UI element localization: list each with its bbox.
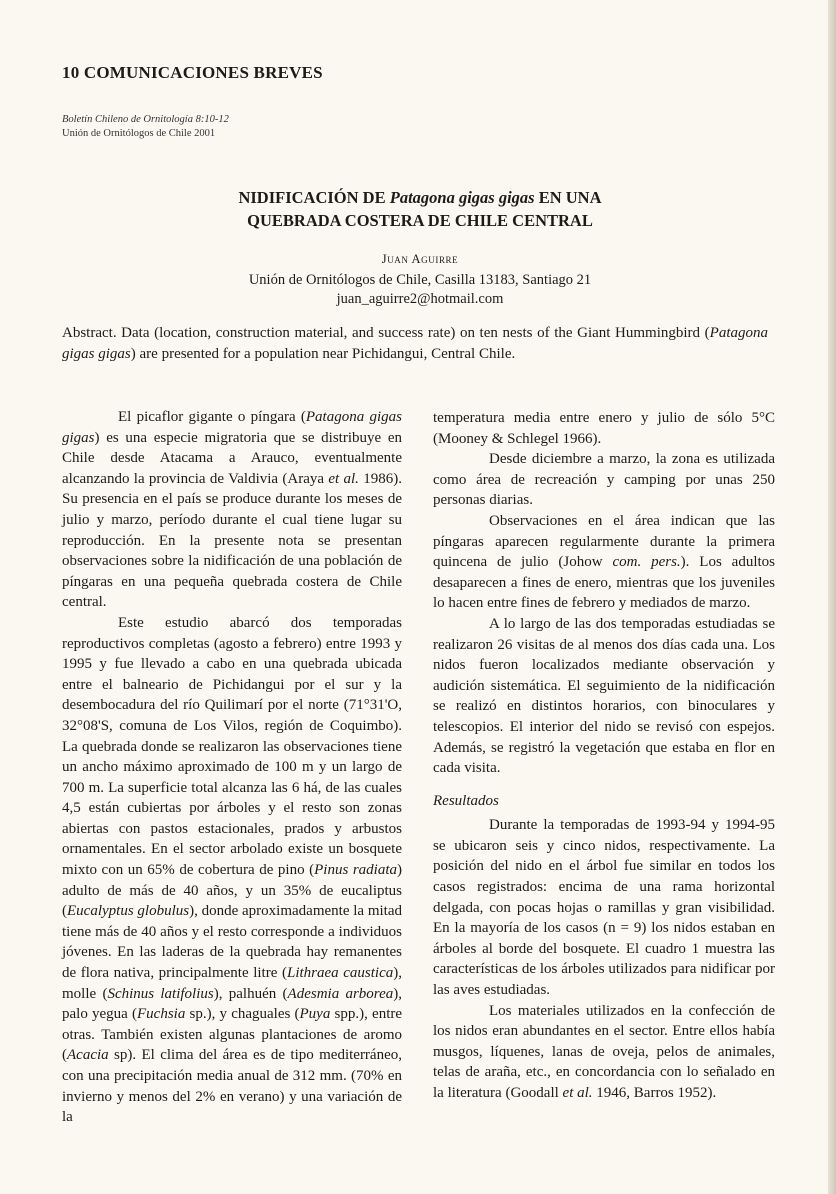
abstract-text-end: ) are presented for a population near Pichidangui, Central Chile. <box>130 346 516 362</box>
paragraph-study-area: Este estudio abarcó dos temporadas reproductivos completas (agosto a febrero) entre 1993 y 1995 y fue llevado a cabo en una quebrada ubicada entre el balneario de Pichidangui por el sur y la desembocadura del río Quilimarí por el norte (71°31'O, 32°08'S, comuna de Los Vilos, región de Coquimbo). La quebrada donde se realizaron las observaciones tiene un ancho máximo aproximado de 100 m y un largo de 700 m. La superficie total alcanza las 6 há, de las cuales 4,5 están cubiertas por árboles y el resto son zonas abiertas con pastos estacionales, prados y arbustos ornamentales. En el sector arbolado existe un bosquete mixto con un 65% de cobertura de pino (Pinus radiata) adulto de más de 40 años, y un 35% de eucaliptus (Eucalyptus globulus), donde aproximadamente la mitad tiene más de 40 años y el resto corresponde a individuos jóvenes. En las laderas de la quebrada hay remanentes de flora nativa, principalmente litre (Lithraea caustica), molle (Schinus latifolius), palhuén (Adesmia arborea), palo yegua (Fuchsia sp.), y chaguales (Puya spp.), entre otras. También existen algunas plantaciones de aromo (Acacia sp). El clima del área es de tipo mediterráneo, con una precipitación media anual de 312 mm. (70% en invierno y menos del 2% en verano) y una variación de la <box>62 614 403 1126</box>
author-email: juan_aguirre2@hotmail.com <box>336 291 504 307</box>
paragraph-results: Durante la temporadas de 1993-94 y 1994-95 se ubicaron seis y cinco nidos, respectivamente. La posición del nido en el árbol fue similar en todos los casos registrados: encima de una rama horizontal delgada, con pocas hojas o ramillas y gran visibilidad. En la mayoría de los casos (n = 9) los nidos estaban en árboles al borde del bosquete. El cuadro 1 muestra las características de los árboles utilizados para nidificar por las aves estudiadas. <box>433 817 775 999</box>
abstract-species: Patagona gigas gigas <box>62 325 768 362</box>
page-edge <box>828 0 836 1194</box>
section-heading-results: Resultados <box>433 792 499 809</box>
journal-citation: Boletín Chileno de Ornitología 8:10-12 <box>62 114 229 125</box>
running-head: 10 COMUNICACIONES BREVES <box>62 63 323 82</box>
paragraph-intro: El picaflor gigante o píngara (Patagona gigas gigas) es una especie migratoria que se distribuye en Chile desde Atacama a Arauco, eventualmente alcanzando la provincia de Valdivia (Araya et al. 1986). Su presencia en el país se produce durante los meses de julio y marzo, período durante el cual tiene lugar su reproducción. En la presente nota se presentan observaciones sobre la nidificación de una población de píngaras en una pequeña quebrada costera de Chile central. <box>62 409 402 611</box>
author-affiliation: Unión de Ornitólogos de Chile, Casilla 13183, Santiago 21 <box>248 272 592 288</box>
paragraph-recreation: Desde diciembre a marzo, la zona es utilizada como área de recreación y camping por unas 250 personas diarias. <box>433 451 775 509</box>
publisher-line: Unión de Ornitólogos de Chile 2001 <box>62 128 216 139</box>
abstract <box>62 323 768 365</box>
paragraph-methods: A lo largo de las dos temporadas estudiadas se realizaron 26 visitas de al menos dos días cada una. Los nidos fueron localizados mediante observación y audición sistemática. El seguimiento de la nidificación se realizó en distintos horarios, con binoculares y telescopios. El interior del nido se revisó con espejos. Además, se registró la vegetación que estaba en flor en cada visita. <box>433 615 775 777</box>
paragraph-phenology: Observaciones en el área indican que las píngaras aparecen regularmente durante la primera quincena de julio (Johow com. pers.). Los adultos desaparecen a fines de enero, mientras que los juveniles lo hacen entre fines de febrero y mediados de marzo. <box>433 512 775 612</box>
title-line-2: QUEBRADA COSTERA DE CHILE CENTRAL <box>247 211 593 230</box>
title-suffix: EN UNA <box>534 188 602 207</box>
citation <box>62 113 229 141</box>
title-prefix: NIDIFICACIÓN DE <box>238 188 390 207</box>
right-column <box>433 408 775 1104</box>
paragraph-study-area-continued: temperatura media entre enero y julio de sólo 5°C (Mooney & Schlegel 1966). <box>433 410 775 447</box>
author-name: Juan Aguirre <box>381 252 459 266</box>
paragraph-materials: Los materiales utilizados en la confección de los nidos eran abundantes en el sector. Entre ellos había musgos, líquenes, lanas de oveja, pelos de animales, telas de araña, etc., en concordancia con lo señalado en la literatura (Goodall et al. 1946, Barros 1952). <box>433 1002 775 1101</box>
left-column <box>62 407 402 1128</box>
title-species: Patagona gigas gigas <box>389 188 535 207</box>
abstract-text: Abstract. Data (location, construction material, and success rate) on ten nests of the Giant Hummingbird ( <box>62 325 710 341</box>
article-title <box>150 186 690 232</box>
